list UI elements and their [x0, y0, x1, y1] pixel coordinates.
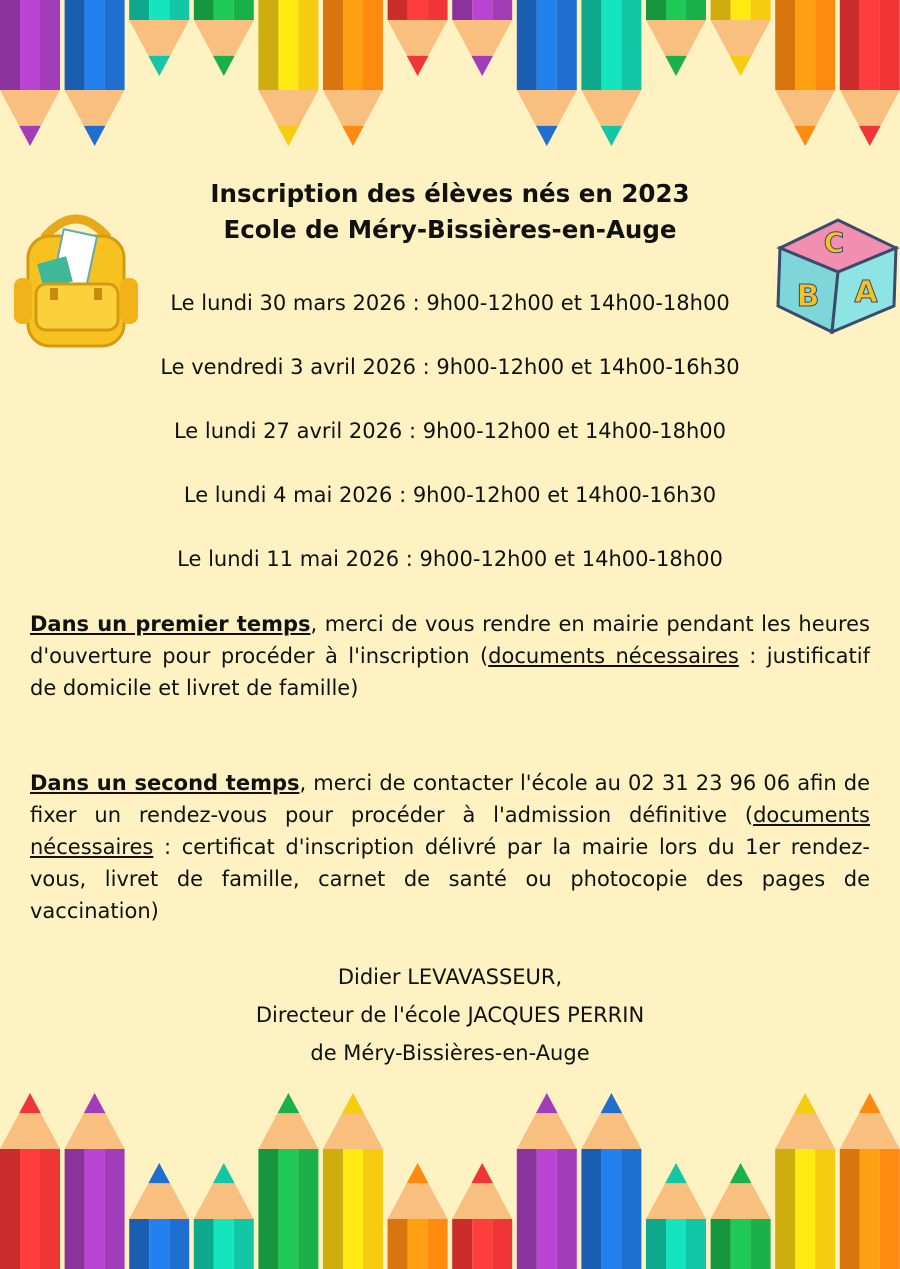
- pencil-icon: [0, 0, 60, 146]
- pencil-icon: [452, 0, 512, 76]
- pencil-icon: [840, 0, 900, 146]
- pencil-icon: [323, 0, 383, 146]
- signature-place: de Méry-Bissières-en-Auge: [310, 1041, 590, 1065]
- pencil-icon: [129, 1163, 189, 1269]
- pencil-icon: [65, 0, 125, 146]
- pencil-icon: [517, 1093, 577, 1269]
- pencil-icon: [711, 1163, 771, 1269]
- signature-role: Directeur de l'école JACQUES PERRIN: [255, 1003, 645, 1027]
- page-title: [0, 176, 900, 248]
- pencil-icon: [129, 0, 189, 76]
- pencil-icon: [775, 1093, 835, 1269]
- pencil-icon: [775, 0, 835, 146]
- pencil-icon: [840, 1093, 900, 1269]
- step-2-docs: documents nécessaires: [30, 803, 870, 859]
- pencil-icon: [0, 1093, 60, 1269]
- pencil-icon: [646, 1163, 706, 1269]
- step-1-text-b: : justificatif de domicile et livret de famille): [30, 644, 870, 700]
- step-2-text-b: : certificat d'inscription délivré par la mairie lors du 1er rendez-vous, livret de famille, carnet de santé ou photocopie des pages de vaccination): [30, 835, 870, 923]
- schedule-item: Le lundi 30 mars 2026 : 9h00-12h00 et 14h00-18h00: [170, 291, 730, 315]
- top-pencil-border: [0, 0, 900, 180]
- pencil-icon: [581, 1093, 641, 1269]
- title-line-2: Ecole de Méry-Bissières-en-Auge: [223, 215, 677, 244]
- signature-block: [0, 958, 900, 1072]
- pencil-icon: [711, 0, 771, 76]
- pencil-icon: [194, 0, 254, 76]
- cube-letter-c: C: [823, 226, 845, 259]
- pencil-icon: [194, 1163, 254, 1269]
- pencil-icon: [646, 0, 706, 76]
- cube-letter-a: A: [854, 275, 878, 310]
- schedule-item: Le lundi 4 mai 2026 : 9h00-12h00 et 14h00-16h30: [183, 483, 717, 507]
- schedule-item: Le vendredi 3 avril 2026 : 9h00-12h00 et 14h00-16h30: [160, 355, 740, 379]
- pencil-icon: [258, 0, 318, 146]
- pencil-icon: [65, 1093, 125, 1269]
- pencil-icon: [388, 1163, 448, 1269]
- step-2-paragraph: [30, 767, 870, 927]
- signature-name: Didier LEVAVASSEUR,: [337, 965, 563, 989]
- bottom-pencil-border: [0, 1090, 900, 1269]
- schedule-item: Le lundi 27 avril 2026 : 9h00-12h00 et 14h00-18h00: [173, 419, 727, 443]
- step-1-lead: Dans un premier temps: [30, 612, 311, 636]
- pencil-icon: [258, 1093, 318, 1269]
- step-2-text-a: , merci de contacter l'école au 02 31 23 96 06 afin de fixer un rendez-vous pour procéder à l'admission définitive (: [30, 771, 870, 827]
- step-1-text-a: , merci de vous rendre en mairie pendant les heures d'ouverture pour procéder à l'inscription (: [30, 612, 870, 668]
- pencil-icon: [452, 1163, 512, 1269]
- pencil-icon: [581, 0, 641, 146]
- step-2-lead: Dans un second temps: [30, 771, 300, 795]
- pencil-icon-row-top: [0, 0, 900, 180]
- step-1-docs: documents nécessaires: [488, 644, 739, 668]
- schedule-item: Le lundi 11 mai 2026 : 9h00-12h00 et 14h00-18h00: [177, 547, 723, 571]
- cube-letter-b: B: [796, 279, 820, 314]
- pencil-icon: [517, 0, 577, 146]
- step-1-paragraph: [30, 608, 870, 704]
- pencil-icon: [388, 0, 448, 76]
- title-line-1: Inscription des élèves nés en 2023: [210, 179, 690, 208]
- pencil-icon-row-bottom: [0, 1090, 900, 1269]
- pencil-icon: [323, 1093, 383, 1269]
